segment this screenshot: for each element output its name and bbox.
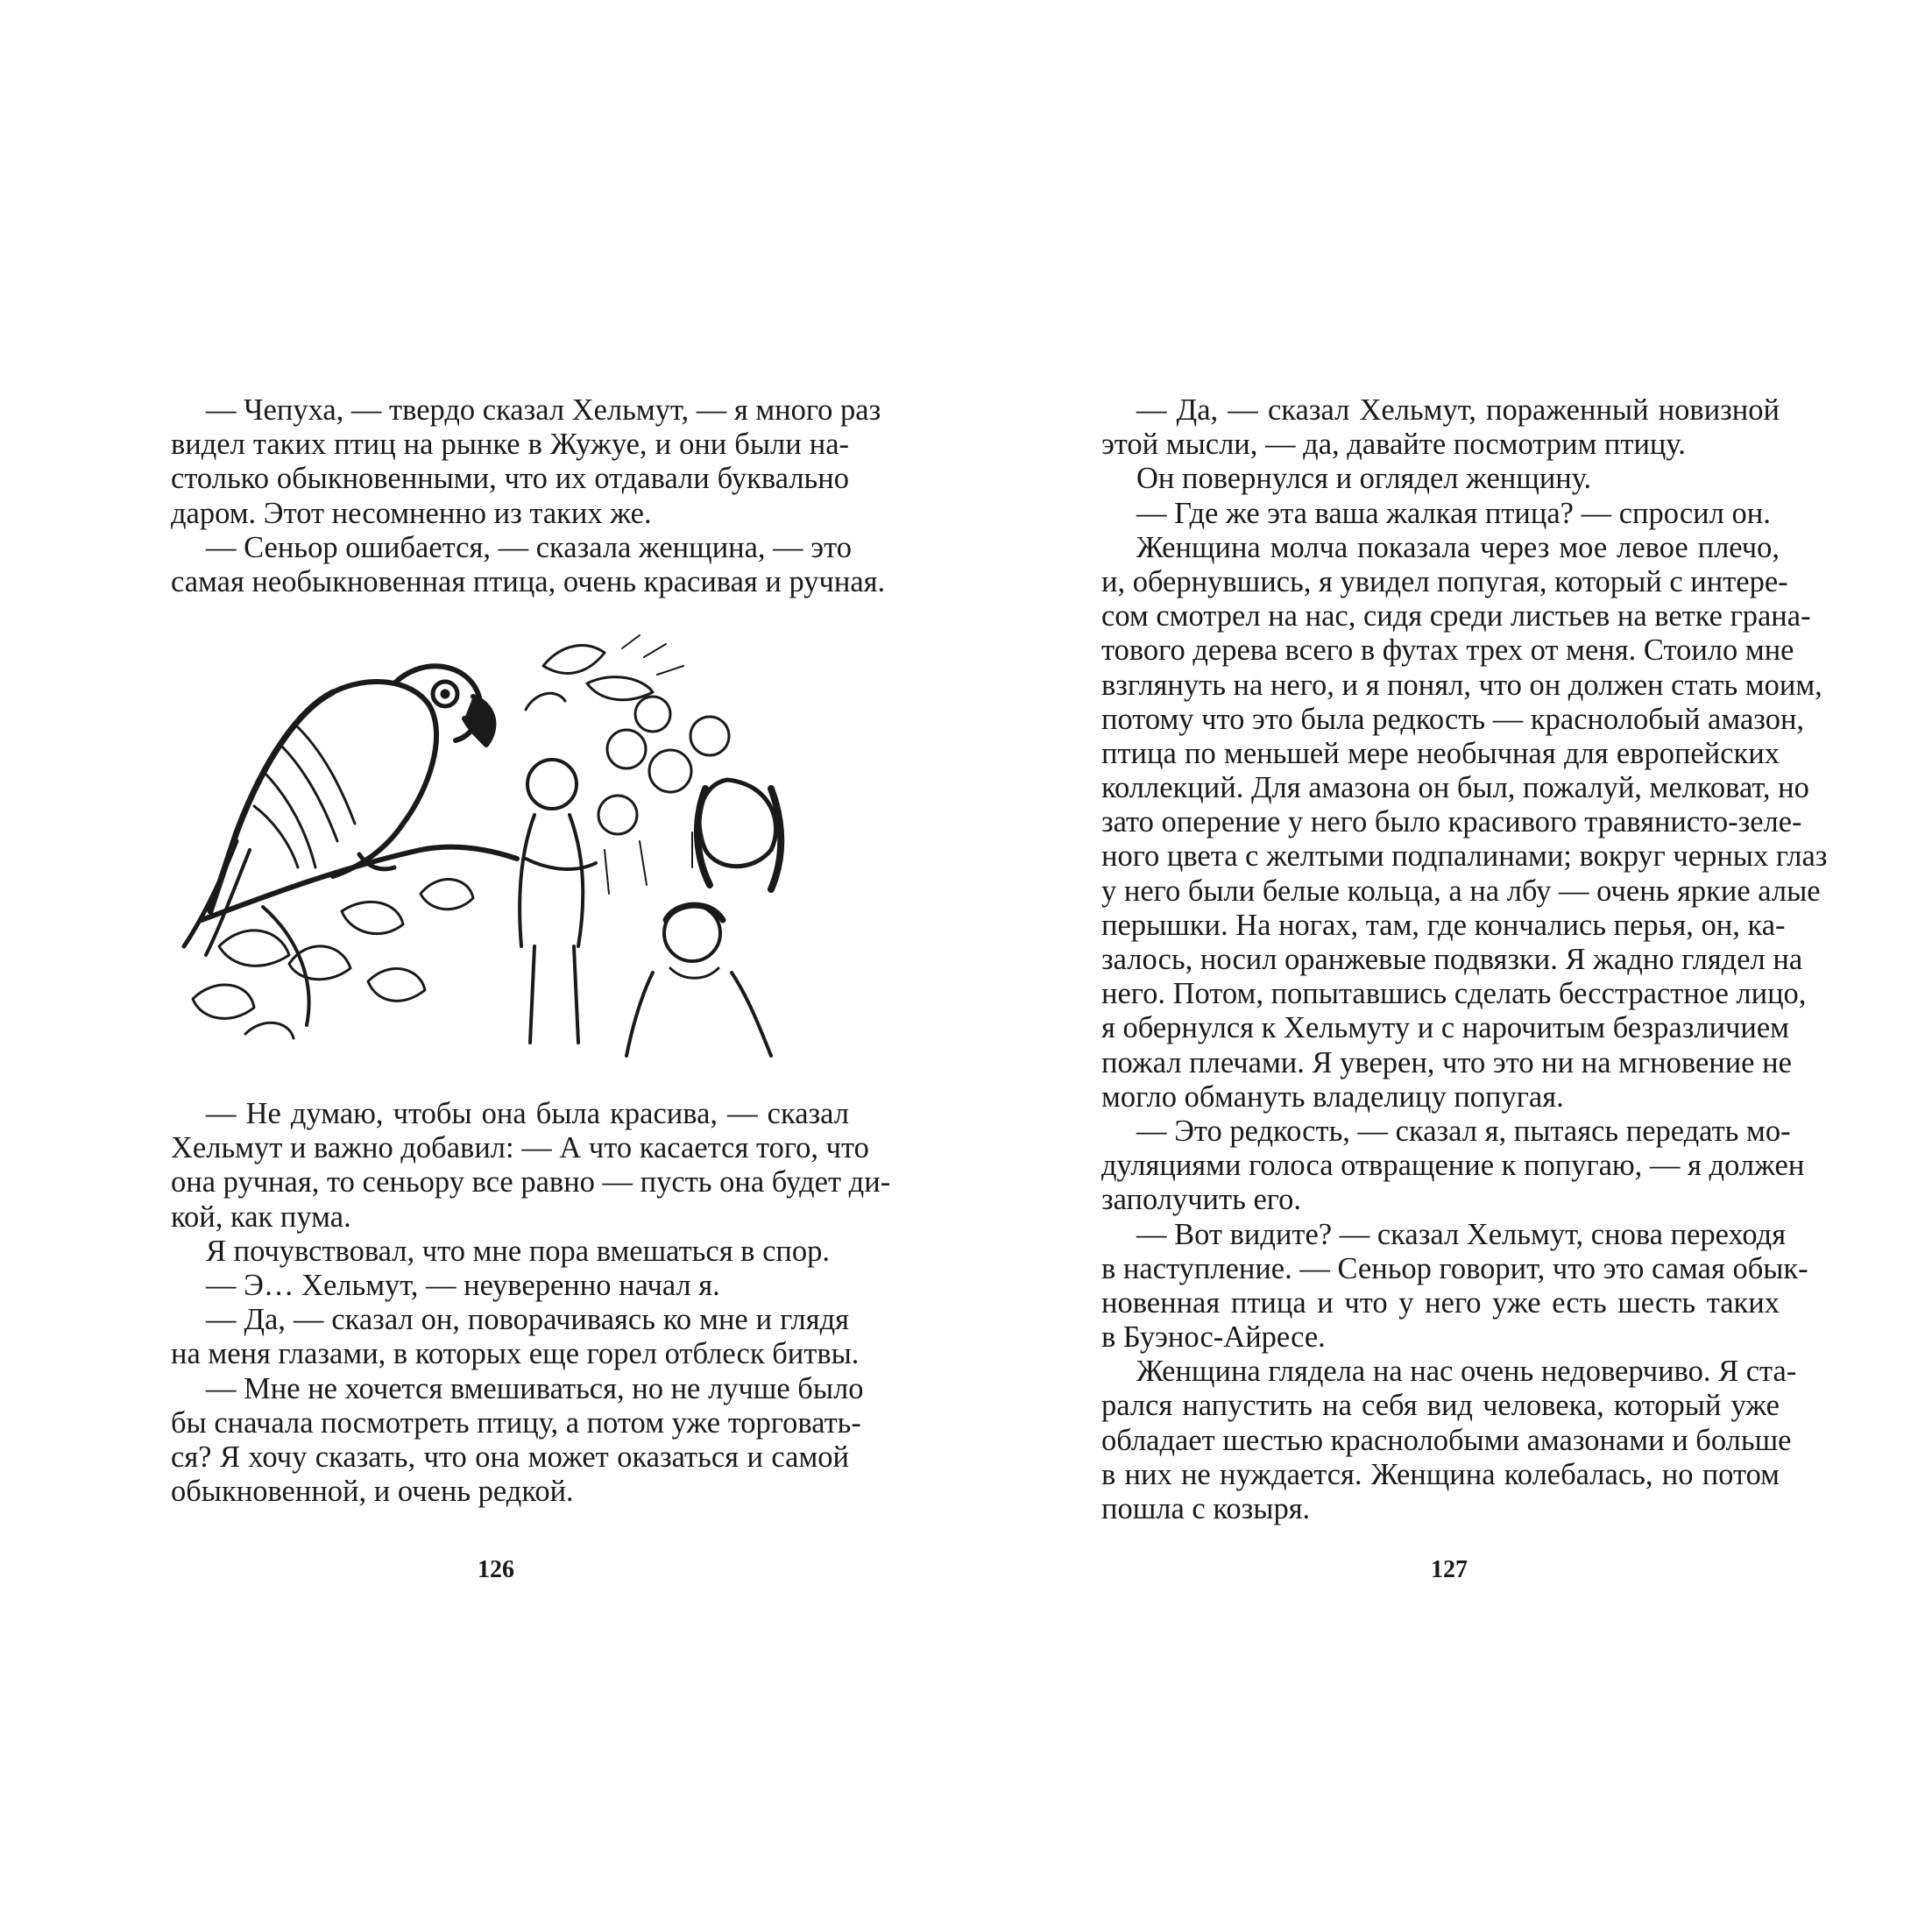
text-line: Женщина глядела на нас очень недоверчиво. Я ста-	[1136, 1355, 1797, 1389]
text-line: — Э… Хельмут, — неуверенно начал я.	[206, 1268, 720, 1302]
text-line: — Мне не хочется вмешиваться, но не лучше было	[206, 1371, 864, 1405]
text-line: зато оперение у него было красивого травянисто-зеле-	[1101, 805, 1802, 839]
text-line: кой, как пума.	[171, 1200, 351, 1234]
text-line: в них не нуждается. Женщина колебалась, но потом	[1101, 1457, 1780, 1491]
text-line: у него были белые кольца, а на лбу — очень яркие алые	[1101, 874, 1821, 908]
text-line: могло обмануть владелицу попугая.	[1101, 1079, 1564, 1114]
text-line: птица по меньшей мере необычная для европейских	[1101, 736, 1780, 770]
text-line: она ручная, то сеньору все равно — пусть она будет ди-	[171, 1165, 891, 1200]
text-line: тового дерева всего в футах трех от меня. Стоило мне	[1101, 633, 1794, 668]
text-line: видел таких птиц на рынке в Жужуе, и они были на-	[171, 428, 849, 462]
text-line: заполучить его.	[1101, 1183, 1301, 1217]
page-number-left: 126	[478, 1556, 514, 1583]
text-line: дуляциями голоса отвращение к попугаю, — я должен	[1101, 1149, 1805, 1183]
text-line: — Сеньор ошибается, — сказала женщина, — это	[206, 530, 852, 564]
text-line: перышки. На ногах, там, где кончались перья, он, ка-	[1101, 908, 1786, 942]
text-line: в наступление. — Сеньор говорит, что это самая обык-	[1101, 1251, 1808, 1285]
text-line: — Где же эта ваша жалкая птица? — спросил он.	[1136, 496, 1771, 530]
text-line: Женщина молча показала через мое левое плечо,	[1136, 530, 1780, 564]
text-line: на меня глазами, в которых еще горел отблеск битвы.	[171, 1337, 860, 1371]
text-line: в Буэнос-Айресе.	[1101, 1320, 1326, 1355]
text-line: — Да, — сказал он, поворачиваясь ко мне и глядя	[206, 1303, 849, 1337]
text-line: коллекций. Для амазона он был, пожалуй, мелковат, но	[1101, 771, 1809, 805]
text-line: столько обыкновенными, что их отдавали буквально	[171, 462, 849, 496]
text-line: — Да, — сказал Хельмут, пораженный новизной	[1136, 393, 1780, 427]
text-line: пошла с козыря.	[1101, 1492, 1311, 1525]
text-line: него. Потом, попытавшись сделать бесстрастное лицо,	[1101, 977, 1807, 1011]
text-line: взглянуть на него, и я понял, что он должен стать моим,	[1101, 668, 1822, 702]
text-line: я обернулся к Хельмуту и с нарочитым безразличием	[1101, 1011, 1789, 1045]
text-line: сом смотрел на нас, сидя среди листьев на ветке грана-	[1101, 599, 1811, 633]
text-line: новенная птица и что у него уже есть шесть таких	[1101, 1285, 1780, 1320]
text-line: рался напустить на себя вид человека, который уже	[1101, 1389, 1780, 1423]
text-line: ся? Я хочу сказать, что она может оказаться и самой	[171, 1440, 849, 1474]
text-line: самая необыкновенная птица, очень красивая и ручная.	[171, 564, 886, 598]
page-number-right: 127	[1431, 1556, 1468, 1583]
text-line: потому что это была редкость — краснолобый амазон,	[1101, 702, 1805, 736]
text-line: ного цвета с желтыми подпалинами; вокруг черных глаз	[1101, 839, 1828, 874]
text-line: и, обернувшись, я увидел попугая, который с интере-	[1101, 564, 1788, 598]
right-text-block	[1101, 393, 1828, 1526]
text-line: залось, носил оранжевые подвязки. Я жадно глядел на	[1101, 943, 1803, 976]
parrot-sketch-icon	[166, 631, 815, 1060]
text-line: Хельмут и важно добавил: — А что касается того, что	[171, 1131, 869, 1165]
right-page	[966, 0, 1932, 1932]
text-line: обладает шестью краснолобыми амазонами и больше	[1101, 1423, 1792, 1457]
text-line: — Не думаю, чтобы она была красива, — сказал	[206, 1097, 849, 1130]
text-line: этой мысли, — да, давайте посмотрим птицу.	[1101, 428, 1686, 462]
text-line: — Вот видите? — сказал Хельмут, снова переходя	[1136, 1217, 1787, 1251]
text-line: Он повернулся и оглядел женщину.	[1136, 462, 1592, 496]
text-line: — Это редкость, — сказал я, пытаясь передать мо-	[1136, 1114, 1791, 1148]
text-line: пожал плечами. Я уверен, что это ни на мгновение не	[1101, 1045, 1792, 1079]
left-text-block-bottom	[171, 1097, 891, 1509]
text-line: Я почувствовал, что мне пора вмешаться в спор.	[206, 1234, 831, 1268]
text-line: — Чепуха, — твердо сказал Хельмут, — я много раз	[206, 393, 881, 427]
text-line: даром. Этот несомненно из таких же.	[171, 496, 652, 530]
text-line: обыкновенной, и очень редкой.	[171, 1475, 574, 1509]
parrot-crowd-illustration	[166, 631, 815, 1060]
left-text-block-top	[171, 393, 886, 599]
text-line: бы сначала посмотреть птицу, а потом уже торговать-	[171, 1405, 861, 1440]
